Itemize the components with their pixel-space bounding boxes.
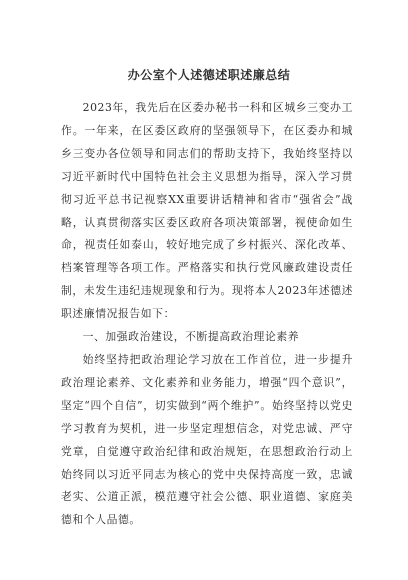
document-title: 办公室个人述德述职述廉总结 <box>127 68 291 82</box>
section-paragraph: 始终坚持把政治理论学习放在工作首位，进一步提升政治理论素养、文化素养和业务能力，增强“四个意识”，坚定“四个自信”，切实做到“两个维护”。始终坚持以党史学习教育为契机，进一步坚定理想信念，对党忠诚、严守党章，自觉遵守政治纪律和政治规矩，在思想政治行动上始终同以习近平同志为核心的党中央保持高度一致，忠诚老实、公道正派，模范遵守社会公德、职业道德、家庭美德和个人品德。 <box>61 352 353 527</box>
intro-paragraph: 2023年，我先后在区委办秘书一科和区城乡三变办工作。一年来，在区委区政府的坚强领导下，在区委办和城乡三变办各位领导和同志们的帮助支持下，我始终坚持以习近平新时代中国特色社会主义思想为指导，深入学习贯彻习近平总书记视察XX重要讲话精神和省市“强省会”战略，认真贯彻落实区委区政府各项决策部署，视使命如生命，视责任如泰山，较好地完成了乡村振兴、深化改革、档案管理等各项工作。严格落实和执行党风廉政建设责任制，未发生违纪违规现象和行为。现将本人2023年述德述职述廉情况报告如下： <box>61 101 354 321</box>
section-heading: 一、加强政治建设，不断提高政治理论素养 <box>82 330 300 344</box>
